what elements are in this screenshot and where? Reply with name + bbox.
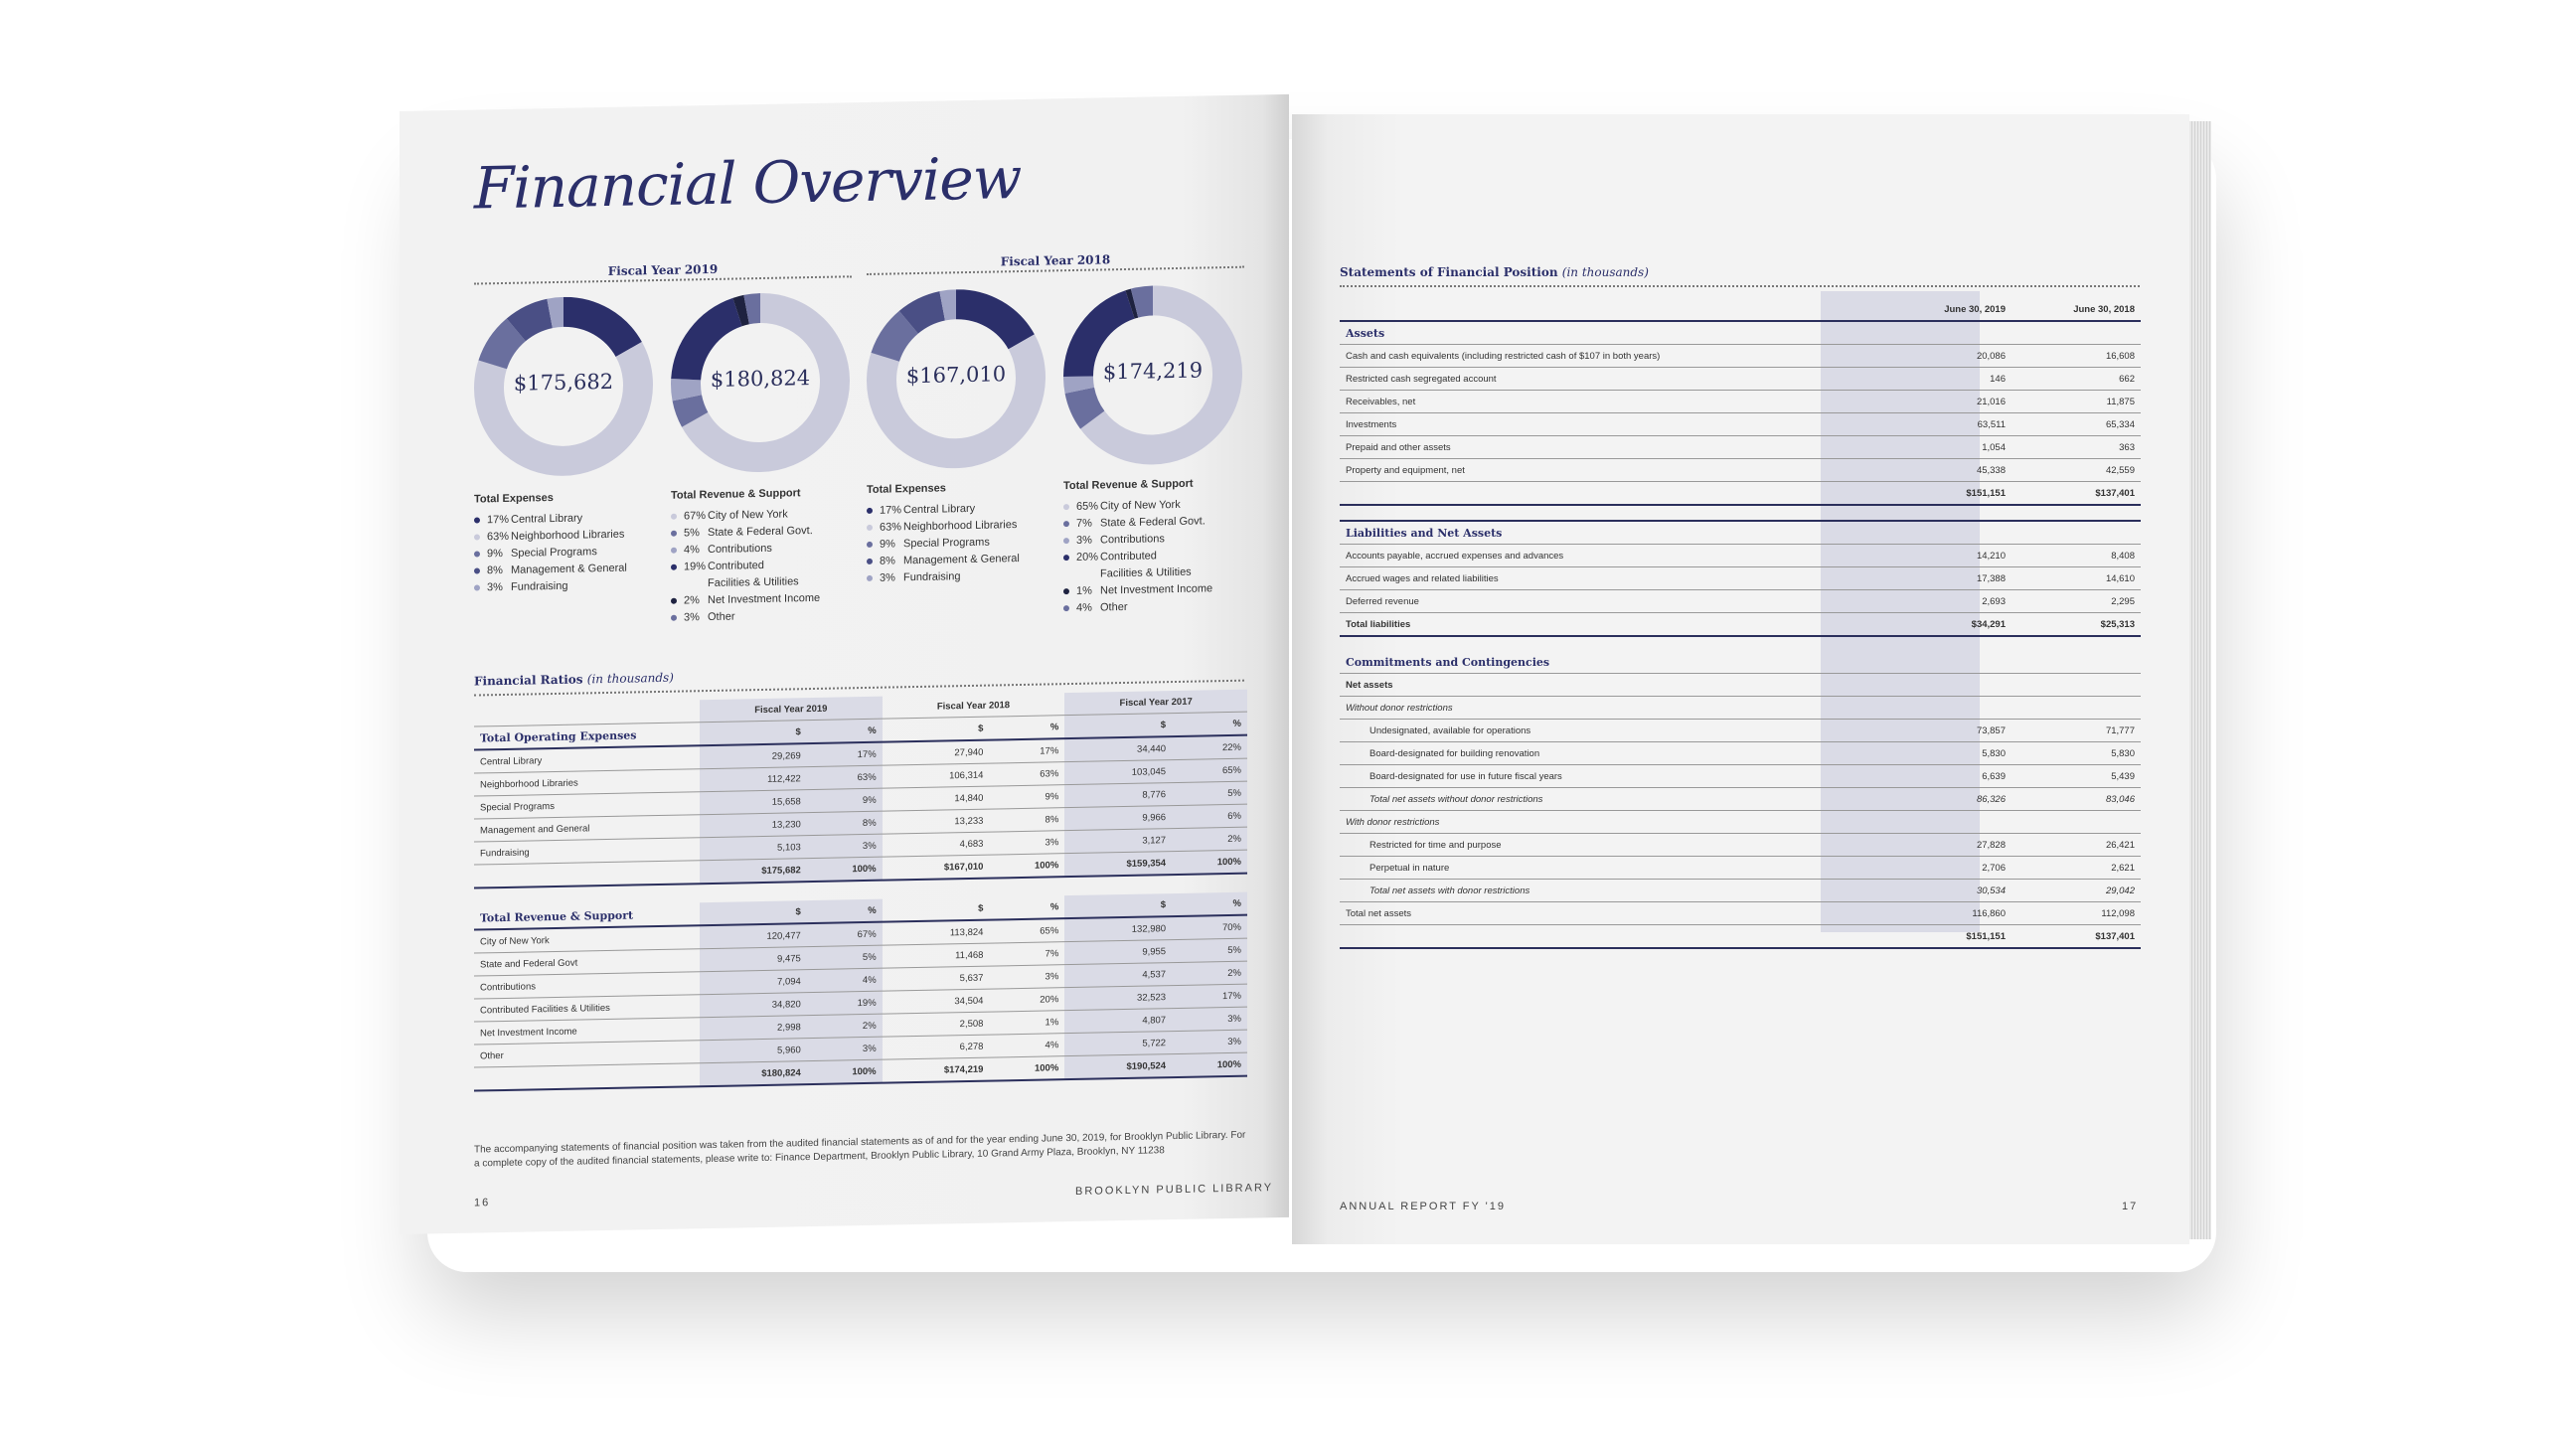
table-row: Board-designated for building renovation 5,830 5,830 [1340, 742, 2141, 765]
legend-title: Total Expenses [474, 492, 554, 506]
table-row: Accounts payable, accrued expenses and advances 14,210 8,408 [1340, 545, 2141, 567]
table-row: Contributions 7,094 4% 5,637 3% 4,537 2% [474, 961, 1247, 999]
with-total-row: Total net assets with donor restrictions 30,534 29,042 [1340, 880, 2141, 902]
footnote: The accompanying statements of financial position was taken from the audited financial statements as of and for the year ending June 30, 2019, for Brooklyn Public Library. For a complete copy of the audited financial statements, please write to: Finance Department, Brooklyn Public Library, 10 Grand Army Plaza, Brooklyn, NY 11238 [474, 1129, 1246, 1170]
donut-chart [867, 288, 1046, 470]
table-row: Undesignated, available for operations 73,857 71,777 [1340, 720, 2141, 742]
fy-2019-header: Fiscal Year 2019 [607, 261, 719, 278]
donut-total: $175,682 [513, 369, 614, 396]
legend-item: 1% Net Investment Income [1063, 579, 1212, 599]
donut-legend [1063, 477, 1212, 616]
grand-total-row: $151,151 $137,401 [1340, 925, 2141, 949]
donut-legend [474, 491, 627, 596]
legend-item: 9% Special Programs [867, 533, 1020, 553]
legend-title: Total Expenses [867, 482, 946, 496]
table-row: Special Programs 15,658 9% 14,840 9% 8,776 5% [474, 781, 1247, 819]
page-number: 17 [2122, 1201, 2139, 1212]
table-total-row: $175,682 100% $167,010 100% $159,354 100% [474, 850, 1247, 887]
statements-title: Statements of Financial Position (in thousands) [1340, 265, 1649, 279]
without-restrictions-label: Without donor restrictions [1340, 697, 2141, 720]
table-row: Fundraising 5,103 3% 4,683 3% 3,127 2% [474, 827, 1247, 865]
donut-chart [1063, 284, 1242, 466]
table-row: Contributed Facilities & Utilities 34,820 19% 34,504 20% 32,523 17% [474, 984, 1247, 1022]
legend-item: 3% Other [671, 606, 820, 626]
table-row: Cash and cash equivalents (including restricted cash of $107 in both years) 20,086 16,608 [1340, 345, 2141, 368]
legend-title: Total Revenue & Support [671, 487, 801, 502]
table-row: Receivables, net 21,016 11,875 [1340, 391, 2141, 413]
without-total-row: Total net assets without donor restrictions 86,326 83,046 [1340, 788, 2141, 811]
table-row: Accrued wages and related liabilities 17,388 14,610 [1340, 567, 2141, 590]
legend-title: Total Revenue & Support [1063, 477, 1194, 493]
total-net-assets-row: Total net assets 116,860 112,098 [1340, 902, 2141, 925]
legend-item: 3% Fundraising [474, 576, 627, 596]
table-group-header: Total Operating Expenses $ % $ % $ % [474, 712, 1247, 749]
financial-ratios-table [474, 690, 1247, 1092]
commitments-header: Commitments and Contingencies [1340, 651, 2141, 674]
table-row: State and Federal Govt 9,475 5% 11,468 7% 9,955 5% [474, 938, 1247, 976]
running-footer: ANNUAL REPORT FY '19 [1340, 1201, 1507, 1212]
donut-legend [867, 481, 1020, 586]
legend-item: 5% State & Federal Govt. [671, 522, 820, 542]
divider [1340, 285, 2140, 287]
column-header-row: June 30, 2019 June 30, 2018 [1340, 298, 2141, 321]
table-row: Perpetual in nature 2,706 2,621 [1340, 857, 2141, 880]
table-row: Management and General 13,230 8% 13,233 8% 9,966 6% [474, 804, 1247, 842]
table-row: Central Library 29,269 17% 27,940 17% 34,440 22% [474, 735, 1247, 773]
donut-total: $180,824 [710, 366, 811, 392]
table-group-header: Total Revenue & Support $ % $ % $ % [474, 892, 1247, 930]
page-title: Financial Overview [474, 143, 1022, 223]
legend-item: 63% Neighborhood Libraries [474, 526, 627, 546]
table-row: Board-designated for use in future fiscal years 6,639 5,439 [1340, 765, 2141, 788]
legend-item: Facilities & Utilities [1100, 565, 1192, 579]
legend-item: 4% Contributions [671, 539, 820, 559]
financial-position-table [1340, 298, 2141, 949]
table-row: Investments 63,511 65,334 [1340, 413, 2141, 436]
legend-item: 8% Management & General [474, 560, 627, 579]
donut-total: $167,010 [905, 362, 1007, 389]
table-row: Other 5,960 3% 6,278 4% 5,722 3% [474, 1030, 1247, 1067]
ratios-title: Financial Ratios (in thousands) [474, 670, 674, 689]
table-total-row: $180,824 100% $174,219 100% $190,524 100% [474, 1052, 1247, 1090]
donut-chart [671, 291, 850, 473]
donut-chart [474, 295, 653, 477]
legend-item: 7% State & Federal Govt. [1063, 512, 1212, 532]
legend-item: 65% City of New York [1063, 495, 1212, 515]
legend-item: 3% Contributions [1063, 529, 1212, 549]
legend-item: 19% Contributed [671, 556, 820, 575]
liabilities-header: Liabilities and Net Assets [1340, 521, 2141, 545]
donut-legend [671, 487, 820, 626]
table-row: Restricted for time and purpose 27,828 26,421 [1340, 834, 2141, 857]
right-page [1292, 114, 2189, 1244]
legend-item: 20% Contributed [1063, 546, 1212, 565]
legend-item: 63% Neighborhood Libraries [867, 516, 1020, 536]
table-row: Neighborhood Libraries 112,422 63% 106,314 63% 103,045 65% [474, 758, 1247, 796]
page-number: 16 [474, 1197, 491, 1209]
table-row: Prepaid and other assets 1,054 363 [1340, 436, 2141, 459]
table-row: City of New York 120,477 67% 113,824 65% 132,980 70% [474, 915, 1247, 953]
fy-2018-header: Fiscal Year 2018 [1000, 252, 1111, 269]
legend-item: Facilities & Utilities [708, 574, 799, 589]
legend-item: 4% Other [1063, 596, 1212, 616]
legend-item: 67% City of New York [671, 505, 820, 525]
with-restrictions-label: With donor restrictions [1340, 811, 2141, 834]
net-assets-label: Net assets [1340, 674, 2141, 697]
legend-item: 9% Special Programs [474, 543, 627, 563]
liabilities-total-row: Total liabilities $34,291 $25,313 [1340, 613, 2141, 637]
legend-item: 3% Fundraising [867, 566, 1020, 586]
legend-item: 2% Net Investment Income [671, 589, 820, 609]
assets-header: Assets [1340, 321, 2141, 345]
legend-item: 17% Central Library [867, 499, 1020, 519]
legend-item: 17% Central Library [474, 509, 627, 529]
table-row: Property and equipment, net 45,338 42,559 [1340, 459, 2141, 482]
table-row: Restricted cash segregated account 146 662 [1340, 368, 2141, 391]
ratio-years-row: Fiscal Year 2019 Fiscal Year 2018 Fiscal Year 2017 [474, 690, 1247, 726]
table-row: Net Investment Income 2,998 2% 2,508 1% 4,807 3% [474, 1007, 1247, 1045]
page-edges [2189, 121, 2211, 1239]
running-footer: BROOKLYN PUBLIC LIBRARY [1075, 1182, 1274, 1198]
donut-total: $174,219 [1102, 358, 1204, 385]
assets-total-row: $151,151 $137,401 [1340, 482, 2141, 506]
left-page [400, 94, 1289, 1234]
legend-item: 8% Management & General [867, 550, 1020, 569]
table-row: Deferred revenue 2,693 2,295 [1340, 590, 2141, 613]
